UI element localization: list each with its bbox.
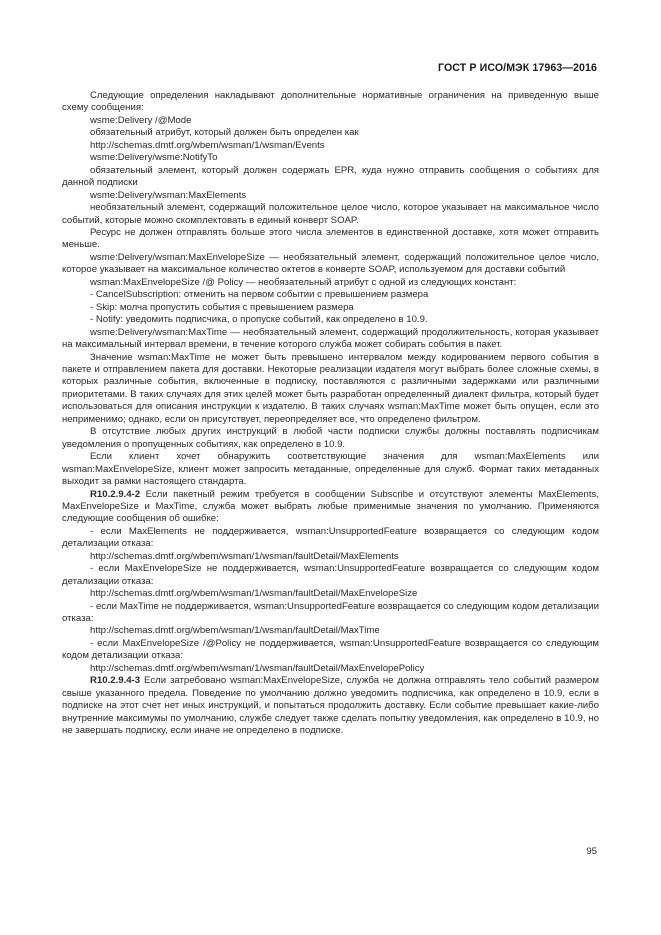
paragraph-text: - если MaxEnvelopeSize /@Policy не поддерживается, wsman:UnsupportedFeature возвращается со следующим кодом детализации отказа: xyxy=(62,637,599,662)
paragraph xyxy=(62,115,599,127)
page-number: 95 xyxy=(586,846,597,857)
paragraph-text: Если клиент хочет обнаружить соответствующие значения для wsman:MaxElements или wsman:MaxEnvelopeSize, клиент может запросить метаданные, определенные для служб. Формат таких метаданных выходит за рамки настоящего стандарта. xyxy=(62,451,599,488)
paragraph-text: - Notify: уведомить подписчика, о пропуске событий, как определено в 10.9. xyxy=(90,314,428,326)
paragraph xyxy=(62,152,599,164)
paragraph-text: http://schemas.dmtf.org/wbem/wsman/1/wsman/faultDetail/MaxEnvelopeSize xyxy=(90,588,418,600)
paragraph-text: Если пакетный режим требуется в сообщении Subscribe и отсутствуют элементы MaxElements, MaxEnvelopeSize и MaxTime, служба может выбрать любые применимые значения по умолчанию. Применяются следующие сообщения об ошибке: xyxy=(62,488,599,525)
requirement-paragraph xyxy=(62,675,599,737)
paragraph xyxy=(62,551,599,563)
paragraph-text: Значение wsman:MaxTime не может быть превышено интервалом между кодированием первого события в пакете и отправлением пакета для доставки. Некоторые реализации издателя могут выбрать более сложные схемы, в которых различные события, включенные в подписку, поставляются с различными задержками или различными приоритетами. В таких случаях для этих целей может быть разработан определенный диалект фильтра, который будет использоваться для описания инструкции к издателю. В таких случаях wsman:MaxTime может быть опущен, если это неприменимо; однако, если он присутствует, переопределяет все, что определено фильтром. xyxy=(62,351,599,425)
paragraph xyxy=(62,90,599,115)
paragraph xyxy=(62,314,599,326)
paragraph xyxy=(62,202,599,227)
paragraph-text: http://schemas.dmtf.org/wbem/wsman/1/wsman/faultDetail/MaxEnvelopePolicy xyxy=(90,662,425,674)
paragraph xyxy=(62,451,599,488)
requirement-paragraph xyxy=(62,489,599,526)
paragraph xyxy=(62,302,599,314)
paragraph xyxy=(62,352,599,427)
paragraph-text: wsme:Delivery/wsman:MaxElements xyxy=(90,189,247,201)
paragraph xyxy=(62,563,599,588)
paragraph xyxy=(62,663,599,675)
paragraph-text: - если MaxTime не поддерживается, wsman:UnsupportedFeature возвращается со следующим кодом детализации отказа: xyxy=(62,600,599,625)
standard-header: ГОСТ Р ИСО/МЭК 17963—2016 xyxy=(438,62,597,74)
paragraph-text: Если затребовано wsman:MaxEnvelopeSize, служба не должна отправлять тело событий размером свыше указанного предела. Поведение по умолчанию должно уведомить подписчика, как определено в 10.9, если в подписке на этот счет нет иных инструкций, и попытаться продолжить доставку. Если событие превышает какие-либо внутренние максимумы по умолчанию, службе следует также сделать попытку уведомления, как определено в 10.9, но не завершать подписку, если иначе не определено в подписке. xyxy=(62,675,599,737)
paragraph-text: wsme:Delivery /@Mode xyxy=(90,114,192,126)
paragraph-text: wsme:Delivery/wsman:MaxTime — необязательный элемент, содержащий продолжительность, которая указывает на максимальный интервал времени, в течение которого служба может собирать события в пакет. xyxy=(62,326,599,351)
paragraph-text: wsme:Delivery/wsme:NotifyTo xyxy=(90,152,218,164)
paragraph-text: обязательный атрибут, который должен быть определен как xyxy=(90,127,359,139)
paragraph-text: обязательный элемент, который должен содержать EPR, куда нужно отправить сообщения о событиях для данной подписки xyxy=(62,164,599,189)
paragraph xyxy=(62,638,599,663)
paragraph xyxy=(62,165,599,190)
paragraph-text: http://schemas.dmtf.org/wbem/wsman/1/wsman/faultDetail/MaxTime xyxy=(90,625,380,637)
paragraph xyxy=(62,601,599,626)
paragraph-text: - если MaxElements не поддерживается, wsman:UnsupportedFeature возвращается со следующим кодом детализации отказа: xyxy=(62,525,599,550)
paragraph-text: В отсутствие любых других инструкций в любой части подписки службы должны поставлять подписчикам уведомления о пропущенных событиях, как определено в 10.9. xyxy=(62,426,599,450)
paragraph-text: http://schemas.dmtf.org/wbem/wsman/1/wsman/faultDetail/MaxElements xyxy=(90,550,399,562)
paragraph xyxy=(62,277,599,289)
paragraph-text: необязательный элемент, содержащий положительное целое число, которое указывает на максимальное число событий, которые можно скомплектовать в единый конверт SOAP. xyxy=(62,202,599,226)
paragraph xyxy=(62,252,599,277)
paragraph xyxy=(62,140,599,152)
paragraph-text: Ресурс не должен отправлять больше этого числа элементов в единственной доставке, хотя может отправить меньше. xyxy=(62,226,599,251)
requirement-id: R10.2.9.4-3 xyxy=(90,675,141,687)
paragraph xyxy=(62,426,599,451)
paragraph-text: Следующие определения накладывают дополнительные нормативные ограничения на приведенную выше схему сообщения: xyxy=(62,90,599,114)
paragraph xyxy=(62,526,599,551)
paragraph xyxy=(62,588,599,600)
body-text xyxy=(62,90,599,738)
paragraph xyxy=(62,190,599,202)
paragraph-text: - CancelSubscription: отменить на первом событии с превышением размера xyxy=(90,289,429,301)
requirement-id: R10.2.9.4-2 xyxy=(90,488,141,500)
paragraph-text: http://schemas.dmtf.org/wbem/wsman/1/wsman/Events xyxy=(90,139,325,151)
paragraph xyxy=(62,625,599,637)
paragraph xyxy=(62,327,599,352)
paragraph xyxy=(62,127,599,139)
paragraph xyxy=(62,289,599,301)
paragraph-text: wsme:Delivery/wsman:MaxEnvelopeSize — необязательный элемент, содержащий положительное целое число, которое указывает на максимальное количество октетов в конверте SOAP, используемом для доставки событий xyxy=(62,251,599,276)
paragraph-text: - Skip: молча пропустить события с превышением размера xyxy=(90,301,354,313)
paragraph-text: - если MaxEnvelopeSize не поддерживается, wsman:UnsupportedFeature возвращается со следующим кодом детализации отказа: xyxy=(62,563,599,587)
paragraph-text: wsman:MaxEnvelopeSize /@ Policy — необязательный атрибут с одной из следующих констант: xyxy=(90,276,517,288)
paragraph xyxy=(62,227,599,252)
